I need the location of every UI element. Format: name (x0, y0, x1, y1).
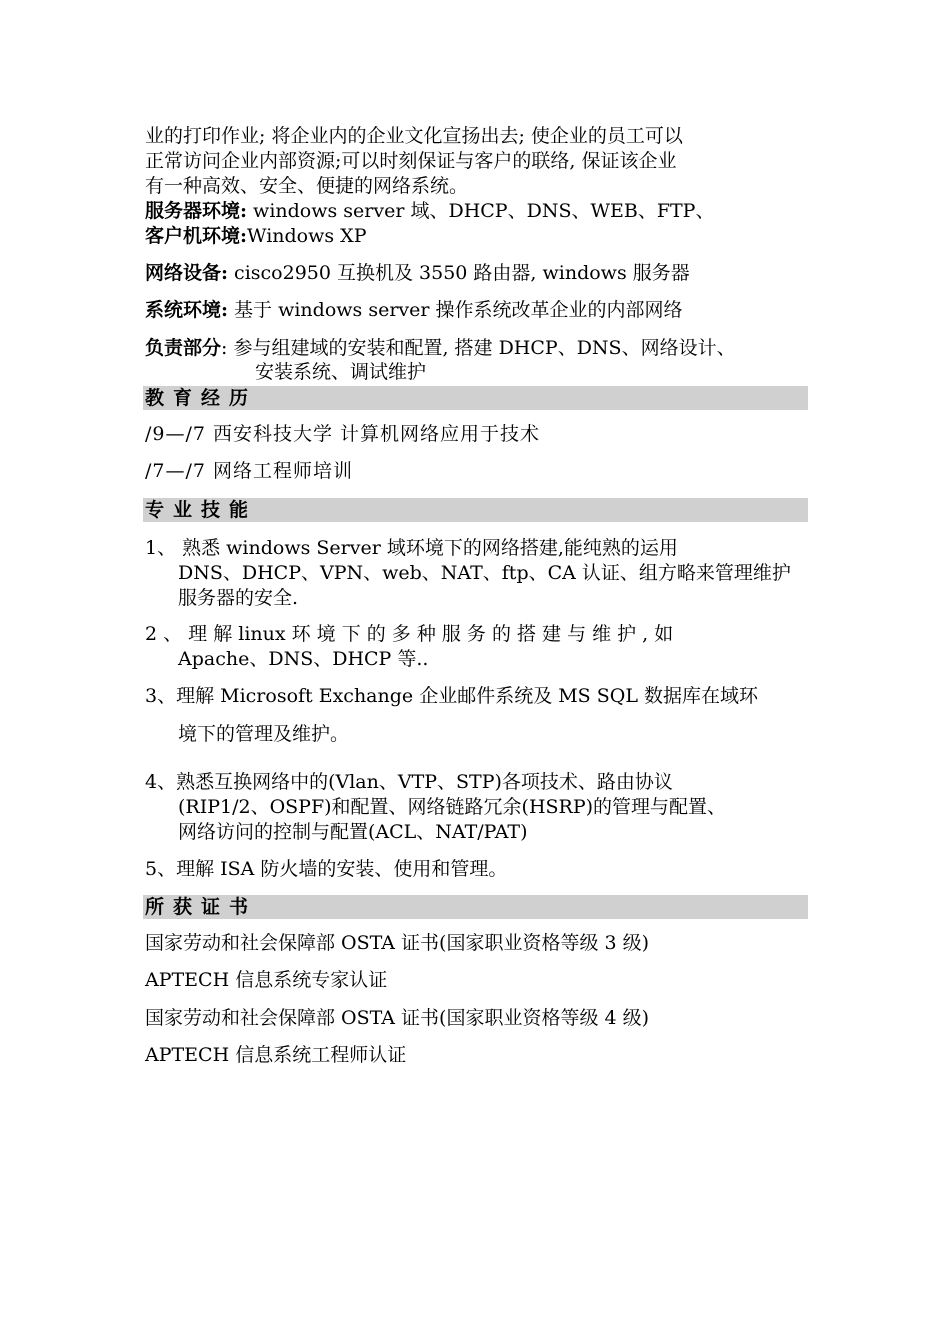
server-env-row (145, 199, 714, 223)
certificate-item-1: 国家劳动和社会保障部 OSTA 证书(国家职业资格等级 3 级) (145, 932, 650, 954)
skill-2-line-1: 2 、 理 解 linux 环 境 下 的 多 种 服 务 的 搭 建 与 维 护 , 如 (145, 623, 674, 645)
skills-heading: 专业技能 (143, 498, 808, 522)
intro-line-1: 业的打印作业; 将企业内的企业文化宣扬出去; 使企业的员工可以 (145, 125, 683, 147)
duty-label: 负责部分 (145, 337, 222, 359)
network-device-row (145, 261, 690, 285)
education-item-1: /9—/7 西安科技大学 计算机网络应用于技术 (145, 423, 541, 445)
server-env-value: windows server 域、DHCP、DNS、WEB、FTP、 (247, 200, 715, 222)
skill-1-line-2: DNS、DHCP、VPN、web、NAT、ftp、CA 认证、组方略来管理维护 (178, 562, 791, 584)
network-device-value: cisco2950 互换机及 3550 路由器, windows 服务器 (228, 262, 690, 284)
skill-4-line-1: 4、熟悉互换网络中的(Vlan、VTP、STP)各项技术、路由协议 (145, 771, 673, 793)
intro-line-3: 有一种高效、安全、便捷的网络系统。 (145, 175, 469, 197)
certificates-heading: 所获证书 (143, 895, 808, 919)
skill-4-line-3: 网络访问的控制与配置(ACL、NAT/PAT) (178, 821, 528, 843)
skill-4-line-2: (RIP1/2、OSPF)和配置、网络链路冗余(HSRP)的管理与配置、 (178, 796, 727, 818)
skill-3-line-2: 境下的管理及维护。 (178, 723, 350, 745)
certificate-item-2: APTECH 信息系统专家认证 (145, 969, 388, 991)
duty-row (145, 336, 736, 360)
skill-2-line-2: Apache、DNS、DHCP 等.. (178, 648, 429, 670)
certificate-item-4: APTECH 信息系统工程师认证 (145, 1044, 407, 1066)
network-device-label: 网络设备: (145, 262, 229, 284)
client-env-value: Windows XP (247, 225, 367, 247)
server-env-label: 服务器环境: (145, 200, 248, 222)
skill-1-line-1: 1、 熟悉 windows Server 域环境下的网络搭建,能纯熟的运用 (145, 537, 678, 559)
system-env-row (145, 298, 683, 322)
education-item-2: /7—/7 网络工程师培训 (145, 460, 354, 482)
client-env-row (145, 224, 367, 248)
skill-1-line-3: 服务器的安全. (178, 587, 299, 609)
intro-line-2: 正常访问企业内部资源;可以时刻保证与客户的联络, 保证该企业 (145, 150, 677, 172)
client-env-label: 客户机环境: (145, 225, 248, 247)
skill-3-line-1: 3、理解 Microsoft Exchange 企业邮件系统及 MS SQL 数据库在域环 (145, 685, 758, 707)
duty-line-2: 安装系统、调试维护 (255, 361, 427, 383)
certificate-item-3: 国家劳动和社会保障部 OSTA 证书(国家职业资格等级 4 级) (145, 1007, 650, 1029)
system-env-label: 系统环境: (145, 299, 229, 321)
duty-value: : 参与组建域的安装和配置, 搭建 DHCP、DNS、网络设计、 (221, 337, 736, 359)
system-env-value: 基于 windows server 操作系统改革企业的内部网络 (228, 299, 683, 321)
skill-5-line-1: 5、理解 ISA 防火墙的安装、使用和管理。 (145, 858, 508, 880)
education-heading: 教育经历 (143, 386, 808, 410)
